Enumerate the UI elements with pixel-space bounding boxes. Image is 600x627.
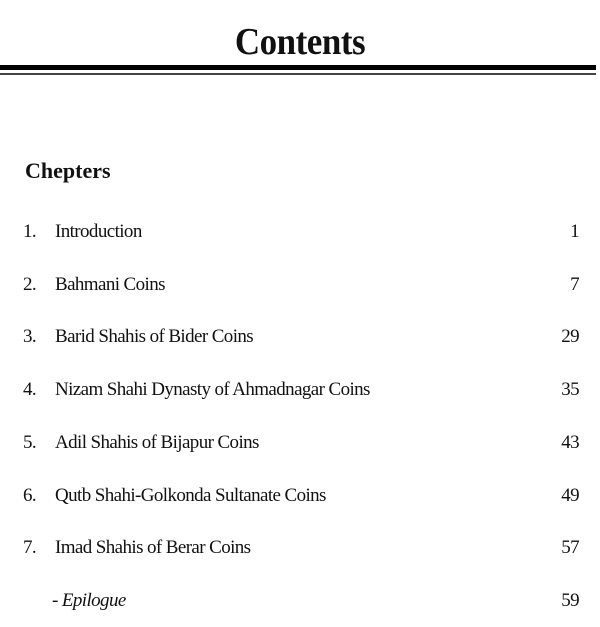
entry-number: 2. xyxy=(23,274,37,295)
toc-entry[interactable] xyxy=(0,483,600,509)
toc-entry[interactable] xyxy=(0,377,600,403)
entry-number: 1. xyxy=(23,221,37,242)
entry-title: Barid Shahis of Bider Coins xyxy=(55,326,254,347)
entry-number: 5. xyxy=(23,432,37,453)
entry-page: 49 xyxy=(561,485,579,506)
title-rule-thick xyxy=(0,65,596,70)
entry-page: 59 xyxy=(561,590,579,611)
toc-entry[interactable] xyxy=(0,219,600,245)
toc-entry[interactable] xyxy=(0,324,600,350)
entry-number: 7. xyxy=(23,537,37,558)
entry-title: Adil Shahis of Bijapur Coins xyxy=(55,432,259,453)
toc-entry[interactable] xyxy=(0,535,600,561)
epilogue-label: Epilogue xyxy=(61,590,126,611)
section-heading: Chepters xyxy=(25,158,111,183)
toc-entry-epilogue[interactable] xyxy=(0,588,600,614)
entry-title: Imad Shahis of Berar Coins xyxy=(55,537,251,558)
entry-title: Bahmani Coins xyxy=(55,274,165,295)
entry-number: 4. xyxy=(23,379,37,400)
entry-page: 29 xyxy=(561,326,579,347)
entry-page: 1 xyxy=(570,221,579,242)
entry-page: 7 xyxy=(570,274,579,295)
page-title: Contents xyxy=(234,21,366,63)
entry-page: 57 xyxy=(561,537,579,558)
entry-title: Nizam Shahi Dynasty of Ahmadnagar Coins xyxy=(55,379,370,400)
title-rule-thin xyxy=(0,73,596,75)
entry-number: 6. xyxy=(23,485,37,506)
entry-title: Qutb Shahi-Golkonda Sultanate Coins xyxy=(55,485,326,506)
toc-entry[interactable] xyxy=(0,272,600,298)
entry-title: Introduction xyxy=(55,221,142,242)
entry-page: 35 xyxy=(561,379,579,400)
toc-entry[interactable] xyxy=(0,430,600,456)
entry-page: 43 xyxy=(561,432,579,453)
epilogue-prefix: - xyxy=(52,590,62,611)
epilogue-title xyxy=(52,588,126,614)
entry-number: 3. xyxy=(23,326,37,347)
